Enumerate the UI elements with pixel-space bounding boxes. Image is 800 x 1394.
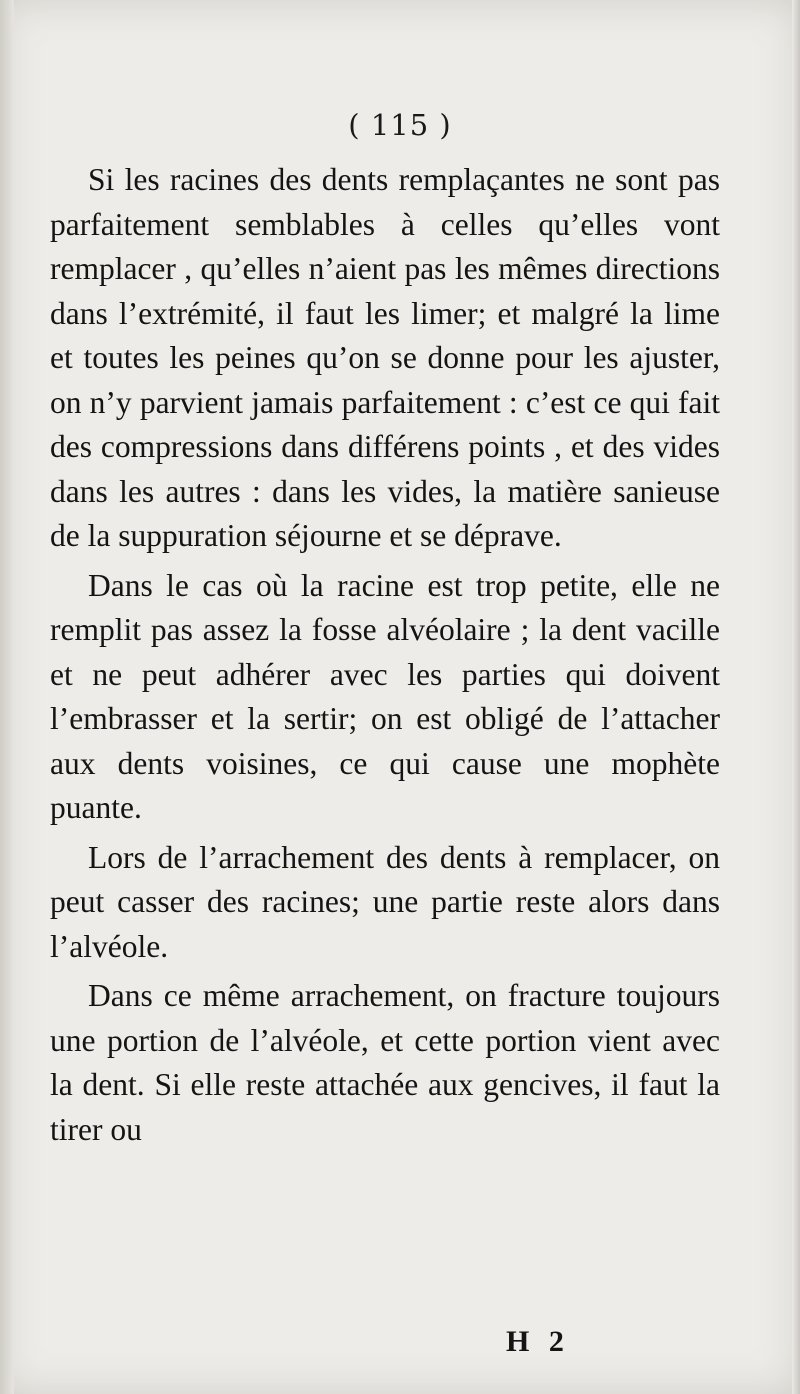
signature-mark: H 2: [506, 1325, 570, 1358]
paragraph-1: Si les racines des dents remplaçantes ne sont pas parfaitement semblables à celles qu’elles vont remplacer , qu’elles n’aient pas les mêmes directions dans l’extrémité, il faut les limer; et malgré la lime et toutes les peines qu’on se donne pour les ajuster, on n’y parvient jamais parfaitement : c’est ce qui fait des compressions dans différens points , et des vides dans les autres : dans les vides, la matière sanieuse de la suppuration séjourne et se déprave.: [50, 162, 720, 553]
paragraph-4: Dans ce même arrachement, on fracture toujours une portion de l’alvéole, et cette portion vient avec la dent. Si elle reste attachée aux gencives, il faut la tirer ou: [50, 978, 720, 1147]
body-text: [50, 158, 720, 1152]
page-left-edge: [0, 0, 14, 1394]
page-number: ( 115 ): [348, 108, 452, 142]
page-right-edge: [792, 0, 800, 1394]
paragraph-3: Lors de l’arrachement des dents à remplacer, on peut casser des racines; une partie reste alors dans l’alvéole.: [50, 839, 720, 964]
paragraph-2: Dans le cas où la racine est trop petite, elle ne remplit pas assez la fosse alvéolaire ; la dent vacille et ne peut adhérer avec les parties qui doivent l’embrasser et la sertir; on est obligé de l’attacher aux dents voisines, ce qui cause une mophète puante.: [50, 567, 720, 825]
